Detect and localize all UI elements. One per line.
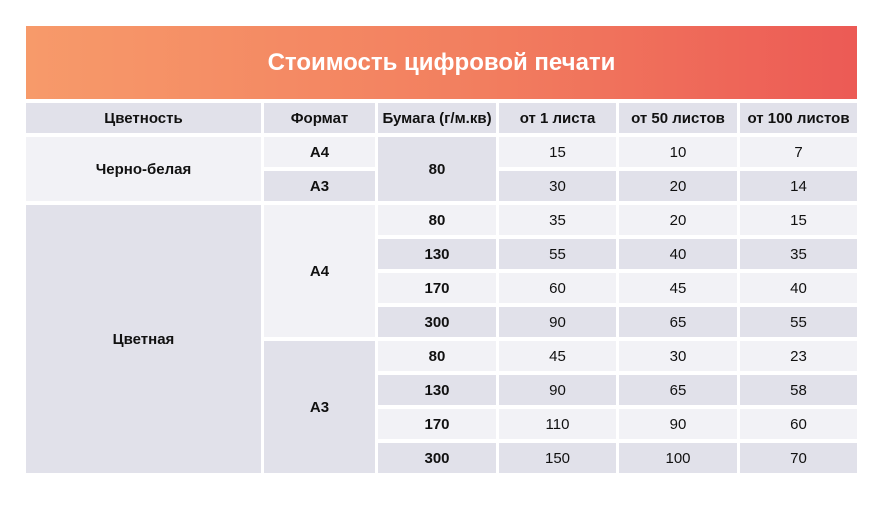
paper-cell: 80 xyxy=(378,205,496,235)
price-cell: 7 xyxy=(740,137,857,167)
price-cell: 70 xyxy=(740,443,857,473)
price-cell: 65 xyxy=(619,307,737,337)
color-cell-color: Цветная xyxy=(26,205,261,473)
format-cell: А3 xyxy=(264,341,375,473)
header-row xyxy=(26,103,857,133)
price-cell: 23 xyxy=(740,341,857,371)
paper-cell: 130 xyxy=(378,239,496,269)
price-cell: 40 xyxy=(740,273,857,303)
price-cell: 45 xyxy=(499,341,616,371)
header-qty-100: от 100 листов xyxy=(740,103,857,133)
price-cell: 150 xyxy=(499,443,616,473)
price-cell: 10 xyxy=(619,137,737,167)
price-cell: 14 xyxy=(740,171,857,201)
format-cell: А4 xyxy=(264,137,375,167)
price-cell: 90 xyxy=(619,409,737,439)
price-cell: 30 xyxy=(499,171,616,201)
price-cell: 35 xyxy=(499,205,616,235)
paper-cell: 130 xyxy=(378,375,496,405)
table-row xyxy=(26,205,857,235)
price-cell: 20 xyxy=(619,205,737,235)
color-cell-bw: Черно-белая xyxy=(26,137,261,201)
price-cell: 65 xyxy=(619,375,737,405)
price-cell: 35 xyxy=(740,239,857,269)
paper-cell: 170 xyxy=(378,273,496,303)
page-title: Стоимость цифровой печати xyxy=(26,26,857,99)
price-cell: 110 xyxy=(499,409,616,439)
table-row xyxy=(26,137,857,167)
price-cell: 90 xyxy=(499,375,616,405)
price-cell: 15 xyxy=(499,137,616,167)
format-cell: А4 xyxy=(264,205,375,337)
format-cell: А3 xyxy=(264,171,375,201)
price-cell: 60 xyxy=(499,273,616,303)
price-cell: 30 xyxy=(619,341,737,371)
price-cell: 45 xyxy=(619,273,737,303)
price-cell: 40 xyxy=(619,239,737,269)
price-cell: 20 xyxy=(619,171,737,201)
header-qty-1: от 1 листа xyxy=(499,103,616,133)
price-cell: 60 xyxy=(740,409,857,439)
header-format: Формат xyxy=(264,103,375,133)
header-paper: Бумага (г/м.кв) xyxy=(378,103,496,133)
price-cell: 55 xyxy=(499,239,616,269)
price-cell: 90 xyxy=(499,307,616,337)
paper-cell: 300 xyxy=(378,443,496,473)
price-cell: 100 xyxy=(619,443,737,473)
paper-cell: 300 xyxy=(378,307,496,337)
paper-cell: 80 xyxy=(378,341,496,371)
price-cell: 58 xyxy=(740,375,857,405)
price-cell: 15 xyxy=(740,205,857,235)
paper-cell: 80 xyxy=(378,137,496,201)
price-cell: 55 xyxy=(740,307,857,337)
header-qty-50: от 50 листов xyxy=(619,103,737,133)
price-table xyxy=(23,99,860,477)
header-color: Цветность xyxy=(26,103,261,133)
paper-cell: 170 xyxy=(378,409,496,439)
